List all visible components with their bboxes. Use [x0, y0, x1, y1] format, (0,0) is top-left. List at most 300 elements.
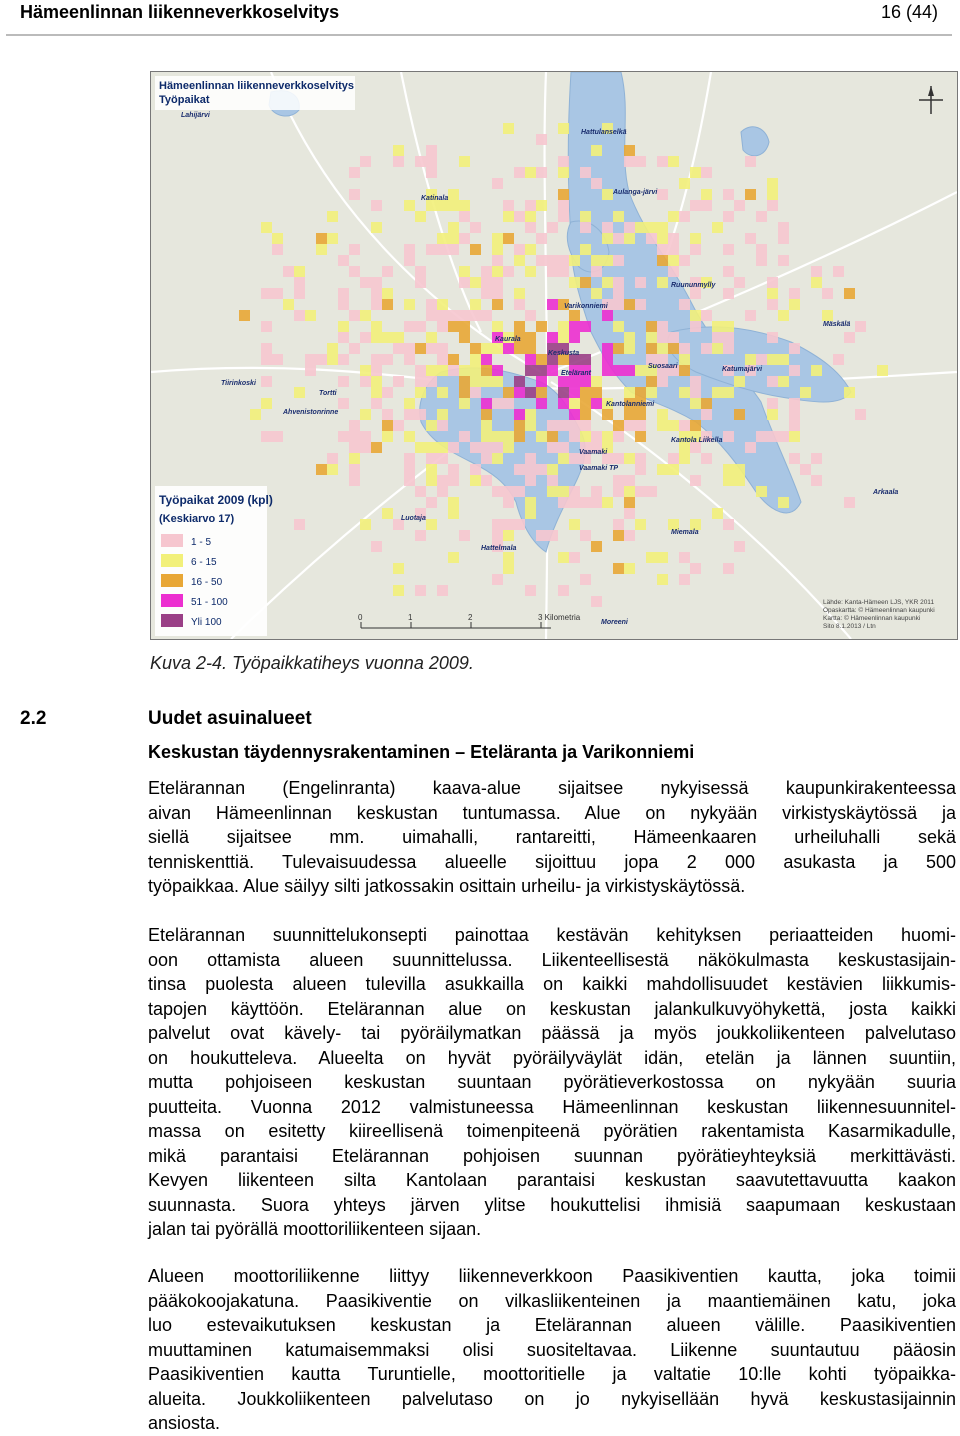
density-cell: [558, 123, 569, 134]
density-cell: [657, 156, 668, 167]
density-cell: [624, 530, 635, 541]
density-cell: [778, 431, 789, 442]
density-cell: [613, 420, 624, 431]
density-cell: [657, 222, 668, 233]
place-label: Suosaari: [648, 363, 678, 370]
density-cell: [481, 310, 492, 321]
density-cell: [690, 321, 701, 332]
density-cell: [624, 156, 635, 167]
density-cell: [437, 233, 448, 244]
density-cell: [811, 365, 822, 376]
map-legend: [155, 486, 273, 636]
density-cell: [756, 211, 767, 222]
density-cell: [767, 189, 778, 200]
density-cell: [360, 332, 371, 343]
density-cell: [701, 343, 712, 354]
density-cell: [294, 277, 305, 288]
density-cell: [536, 387, 547, 398]
density-cell: [536, 431, 547, 442]
place-label: Ahvenistonrinne: [283, 409, 339, 416]
density-cell: [481, 365, 492, 376]
density-cell: [668, 233, 679, 244]
density-cell: [569, 409, 580, 420]
density-cell: [767, 200, 778, 211]
density-cell: [602, 255, 613, 266]
density-cell: [602, 343, 613, 354]
density-cell: [525, 222, 536, 233]
density-cell: [404, 431, 415, 442]
density-cell: [569, 255, 580, 266]
density-cell: [668, 244, 679, 255]
density-cell: [492, 519, 503, 530]
density-cell: [448, 200, 459, 211]
density-cell: [470, 277, 481, 288]
density-cell: [338, 288, 349, 299]
density-cell: [426, 299, 437, 310]
density-cell: [734, 409, 745, 420]
density-cell: [745, 310, 756, 321]
density-cell: [811, 475, 822, 486]
density-cell: [316, 233, 327, 244]
place-label: Luotaja: [401, 515, 426, 522]
density-cell: [569, 431, 580, 442]
density-cell: [844, 497, 855, 508]
density-cell: [261, 431, 272, 442]
density-cell: [327, 453, 338, 464]
density-cell: [591, 431, 602, 442]
density-cell: [481, 288, 492, 299]
density-cell: [734, 200, 745, 211]
density-cell: [668, 156, 679, 167]
density-cell: [503, 398, 514, 409]
density-cell: [371, 442, 382, 453]
density-cell: [503, 123, 514, 134]
density-cell: [393, 145, 404, 156]
place-label: Tortti: [319, 390, 337, 397]
density-cell: [371, 365, 382, 376]
density-cell: [470, 475, 481, 486]
density-cell: [404, 409, 415, 420]
density-cell: [580, 420, 591, 431]
density-cell: [448, 552, 459, 563]
density-cell: [789, 288, 800, 299]
density-cell: [558, 211, 569, 222]
density-cell: [294, 288, 305, 299]
density-cell: [723, 266, 734, 277]
density-cell: [778, 222, 789, 233]
density-cell: [382, 332, 393, 343]
density-cell: [360, 277, 371, 288]
density-cell: [569, 519, 580, 530]
density-cell: [492, 376, 503, 387]
density-cell: [448, 354, 459, 365]
density-cell: [569, 321, 580, 332]
density-cell: [844, 288, 855, 299]
density-cell: [547, 442, 558, 453]
density-cell: [591, 387, 602, 398]
density-cell: [338, 354, 349, 365]
density-cell: [327, 354, 338, 365]
density-cell: [404, 321, 415, 332]
density-cell: [657, 343, 668, 354]
density-cell: [426, 420, 437, 431]
density-cell: [690, 233, 701, 244]
density-cell: [525, 453, 536, 464]
density-cell: [668, 420, 679, 431]
density-cell: [635, 299, 646, 310]
place-label: Keskusta: [548, 350, 580, 357]
density-cell: [558, 442, 569, 453]
density-cell: [481, 266, 492, 277]
text-line: tapojen käyttöön. Etelärannan alue on keskustan jalankulkuvyöhykettä, josta kaikki: [148, 998, 956, 1019]
density-cell: [404, 244, 415, 255]
density-cell: [723, 189, 734, 200]
density-cell: [294, 519, 305, 530]
density-cell: [503, 563, 514, 574]
density-cell: [624, 420, 635, 431]
density-cell: [756, 354, 767, 365]
text-line: Kevyen liikenteen silta Kantolaan parantaisi keskustan saavutettavuutta kaakon: [148, 1170, 956, 1190]
density-cell: [569, 552, 580, 563]
density-cell: [701, 310, 712, 321]
density-cell: [558, 486, 569, 497]
density-cell: [481, 453, 492, 464]
density-cell: [767, 354, 778, 365]
density-cell: [569, 486, 580, 497]
density-cell: [272, 288, 283, 299]
density-cell: [723, 519, 734, 530]
density-cell: [492, 343, 503, 354]
density-cell: [349, 167, 360, 178]
density-cell: [723, 321, 734, 332]
density-cell: [437, 453, 448, 464]
density-cell: [503, 442, 514, 453]
density-cell: [646, 332, 657, 343]
density-cell: [492, 299, 503, 310]
density-cell: [558, 189, 569, 200]
density-cell: [536, 464, 547, 475]
legend-label: 6 - 15: [191, 557, 217, 568]
density-cell: [745, 442, 756, 453]
density-cell: [558, 255, 569, 266]
density-cell: [492, 321, 503, 332]
density-cell: [833, 354, 844, 365]
subheading: Keskustan täydennysrakentaminen – Eteläranta ja Varikonniemi: [148, 742, 695, 762]
density-cell: [492, 431, 503, 442]
density-cell: [558, 497, 569, 508]
density-cell: [558, 552, 569, 563]
text-line: muuttaminen katumaisemmaksi olisi suositeltavaa. Liikenne suuntautuu pääosin: [148, 1339, 956, 1360]
density-cell: [525, 200, 536, 211]
legend-title: Työpaikat 2009 (kpl): [159, 493, 273, 507]
density-cell: [349, 310, 360, 321]
density-cell: [569, 376, 580, 387]
density-cell: [492, 244, 503, 255]
density-cell: [261, 376, 272, 387]
place-label: Tiirinkoski: [221, 380, 256, 387]
density-cell: [844, 387, 855, 398]
density-cell: [613, 277, 624, 288]
density-cell: [646, 486, 657, 497]
density-cell: [624, 508, 635, 519]
density-cell: [536, 167, 547, 178]
density-cell: [382, 508, 393, 519]
density-cell: [525, 343, 536, 354]
density-cell: [349, 266, 360, 277]
legend-swatch: [161, 614, 183, 627]
density-cell: [624, 453, 635, 464]
density-cell: [426, 475, 437, 486]
density-cell: [437, 310, 448, 321]
density-cell: [558, 200, 569, 211]
density-cell: [547, 464, 558, 475]
density-cell: [327, 343, 338, 354]
density-cell: [503, 431, 514, 442]
density-cell: [635, 464, 646, 475]
density-cell: [580, 574, 591, 585]
density-cell: [778, 255, 789, 266]
density-cell: [349, 464, 360, 475]
density-cell: [393, 376, 404, 387]
density-cell: [558, 398, 569, 409]
density-cell: [316, 354, 327, 365]
density-cell: [481, 343, 492, 354]
density-cell: [514, 376, 525, 387]
density-cell: [470, 387, 481, 398]
density-cell: [624, 145, 635, 156]
density-cell: [679, 420, 690, 431]
legend-label: Yli 100: [191, 617, 222, 628]
density-cell: [580, 211, 591, 222]
page-header: [0, 0, 960, 36]
density-cell: [613, 255, 624, 266]
text-line: suunnasta. Suora yhteys järven ylitse houkuttelisi ihmisiä saapumaan keskustaan: [148, 1194, 956, 1215]
density-cell: [360, 310, 371, 321]
density-cell: [415, 442, 426, 453]
density-cell: [426, 376, 437, 387]
density-cell: [613, 563, 624, 574]
density-cell: [547, 431, 558, 442]
density-cell: [338, 321, 349, 332]
text-line: massa on esitetty kiireellisenä toimenpiteenä pyörätien rakentamista Kasarmikadulle,: [148, 1121, 956, 1141]
density-cell: [382, 387, 393, 398]
density-cell: [415, 211, 426, 222]
density-cell: [690, 398, 701, 409]
density-cell: [789, 299, 800, 310]
density-cell: [514, 321, 525, 332]
density-cell: [426, 464, 437, 475]
density-cell: [305, 310, 316, 321]
density-cell: [635, 365, 646, 376]
density-cell: [492, 255, 503, 266]
density-cell: [624, 299, 635, 310]
density-cell: [492, 453, 503, 464]
density-cell: [602, 189, 613, 200]
density-cell: [382, 266, 393, 277]
density-cell: [602, 497, 613, 508]
density-cell: [569, 420, 580, 431]
density-cell: [415, 387, 426, 398]
density-cell: [437, 585, 448, 596]
density-cell: [283, 266, 294, 277]
density-cell: [657, 255, 668, 266]
density-cell: [657, 464, 668, 475]
density-cell: [602, 354, 613, 365]
density-cell: [503, 486, 514, 497]
density-cell: [778, 497, 789, 508]
density-cell: [712, 508, 723, 519]
density-cell: [360, 519, 371, 530]
density-cell: [305, 354, 316, 365]
density-cell: [602, 277, 613, 288]
text-line: jalan tai pyörällä moottoriliikenteen sijaan.: [148, 1219, 482, 1239]
density-cell: [459, 387, 470, 398]
density-cell: [371, 376, 382, 387]
density-cell: [723, 244, 734, 255]
density-cell: [723, 431, 734, 442]
density-cell: [745, 233, 756, 244]
density-cell: [371, 288, 382, 299]
density-cell: [371, 222, 382, 233]
section-number: 2.2: [20, 708, 47, 729]
density-cell: [635, 387, 646, 398]
density-cell: [624, 486, 635, 497]
density-cell: [404, 475, 415, 486]
density-cell: [734, 464, 745, 475]
place-label: Miemala: [671, 529, 699, 536]
density-cell: [459, 310, 470, 321]
density-cell: [525, 508, 536, 519]
density-cell: [690, 167, 701, 178]
density-cell: [404, 255, 415, 266]
density-cell: [569, 497, 580, 508]
density-cell: [657, 277, 668, 288]
density-cell: [668, 332, 679, 343]
density-cell: [272, 354, 283, 365]
density-cell: [657, 574, 668, 585]
density-cell: [558, 167, 569, 178]
density-cell: [338, 398, 349, 409]
density-cell: [668, 266, 679, 277]
credit-line: Kartta: © Hämeenlinnan kaupunki: [823, 615, 921, 622]
density-cell: [613, 486, 624, 497]
density-cell: [723, 475, 734, 486]
text-line: tenniskenttiä. Tulevaisuudessa alueelle sijoittuu jopa 2 000 asukasta ja 500: [148, 851, 956, 872]
density-cell: [877, 365, 888, 376]
density-cell: [261, 321, 272, 332]
density-cell: [613, 299, 624, 310]
density-cell: [492, 365, 503, 376]
density-cell: [613, 453, 624, 464]
text-line: oon ottamista alueen suunnittelussa. Liikenteellisestä näkökulmasta keskustasijain-: [148, 949, 956, 970]
density-cell: [822, 288, 833, 299]
density-cell: [492, 277, 503, 288]
text-line: palvelut ovat kävely- tai pyöräilymatkan päässä ja myös joukkoliikenteen palvelutaso: [148, 1023, 956, 1043]
place-label: Moreeni: [601, 619, 628, 626]
density-cell: [646, 376, 657, 387]
density-cell: [701, 453, 712, 464]
density-cell: [283, 299, 294, 310]
density-cell: [514, 211, 525, 222]
density-cell: [624, 343, 635, 354]
density-cell: [261, 288, 272, 299]
density-cell: [503, 530, 514, 541]
density-cell: [514, 431, 525, 442]
place-label: Kantola Liikella: [671, 437, 723, 444]
legend-swatch: [161, 574, 183, 587]
density-cell: [514, 255, 525, 266]
density-cell: [393, 332, 404, 343]
density-cell: [261, 343, 272, 354]
density-cell: [547, 266, 558, 277]
density-cell: [580, 530, 591, 541]
density-cell: [635, 420, 646, 431]
text-line: ansiosta.: [148, 1413, 221, 1433]
place-label: Lahijärvi: [181, 112, 210, 119]
place-label: Kantolanniemi: [606, 401, 655, 408]
scale-label-2: 2: [468, 613, 473, 622]
density-cell: [767, 332, 778, 343]
density-cell: [536, 365, 547, 376]
density-cell: [547, 486, 558, 497]
density-cell: [624, 365, 635, 376]
density-cell: [602, 310, 613, 321]
density-cell: [525, 409, 536, 420]
density-cell: [536, 321, 547, 332]
text-line: työpaikkaa. Alue säilyy silti jatkossakin osittain urheilu- ja virkistyskäytössä.: [148, 876, 746, 896]
density-cell: [679, 178, 690, 189]
density-cell: [470, 244, 481, 255]
density-cell: [349, 453, 360, 464]
density-cell: [767, 398, 778, 409]
density-cell: [789, 398, 800, 409]
density-cell: [492, 530, 503, 541]
density-cell: [723, 343, 734, 354]
text-line: mikä parantaisi Etelärannan pohjoisen suunnan pyörätieyhteyksiä merkittävästi.: [148, 1145, 956, 1166]
density-cell: [382, 354, 393, 365]
density-cell: [547, 222, 558, 233]
density-cell: [525, 244, 536, 255]
density-cell: [778, 354, 789, 365]
density-cell: [547, 530, 558, 541]
density-cell: [811, 453, 822, 464]
density-cell: [789, 420, 800, 431]
density-cell: [767, 431, 778, 442]
density-cell: [635, 409, 646, 420]
density-cell: [767, 178, 778, 189]
density-cell: [415, 156, 426, 167]
density-cell: [349, 244, 360, 255]
density-cell: [613, 233, 624, 244]
density-cell: [371, 387, 382, 398]
place-label: Katinala: [421, 195, 449, 202]
density-cell: [448, 189, 459, 200]
density-cell: [602, 409, 613, 420]
density-cell: [404, 299, 415, 310]
text-line: tinsa puolesta alueen tulevilla asukkailla on kaikki mahdollisuudet kestävien liikkumis-: [148, 974, 956, 994]
density-cell: [657, 332, 668, 343]
place-label: Ruununmylly: [671, 282, 716, 289]
density-cell: [503, 266, 514, 277]
density-cell: [371, 398, 382, 409]
map-title-1: Hämeenlinnan liikenneverkkoselvitys: [159, 80, 355, 92]
density-cell: [426, 244, 437, 255]
density-cell: [415, 277, 426, 288]
density-cell: [415, 365, 426, 376]
density-cell: [360, 156, 371, 167]
map-title-2: Työpaikat: [159, 94, 210, 106]
density-cell: [580, 277, 591, 288]
